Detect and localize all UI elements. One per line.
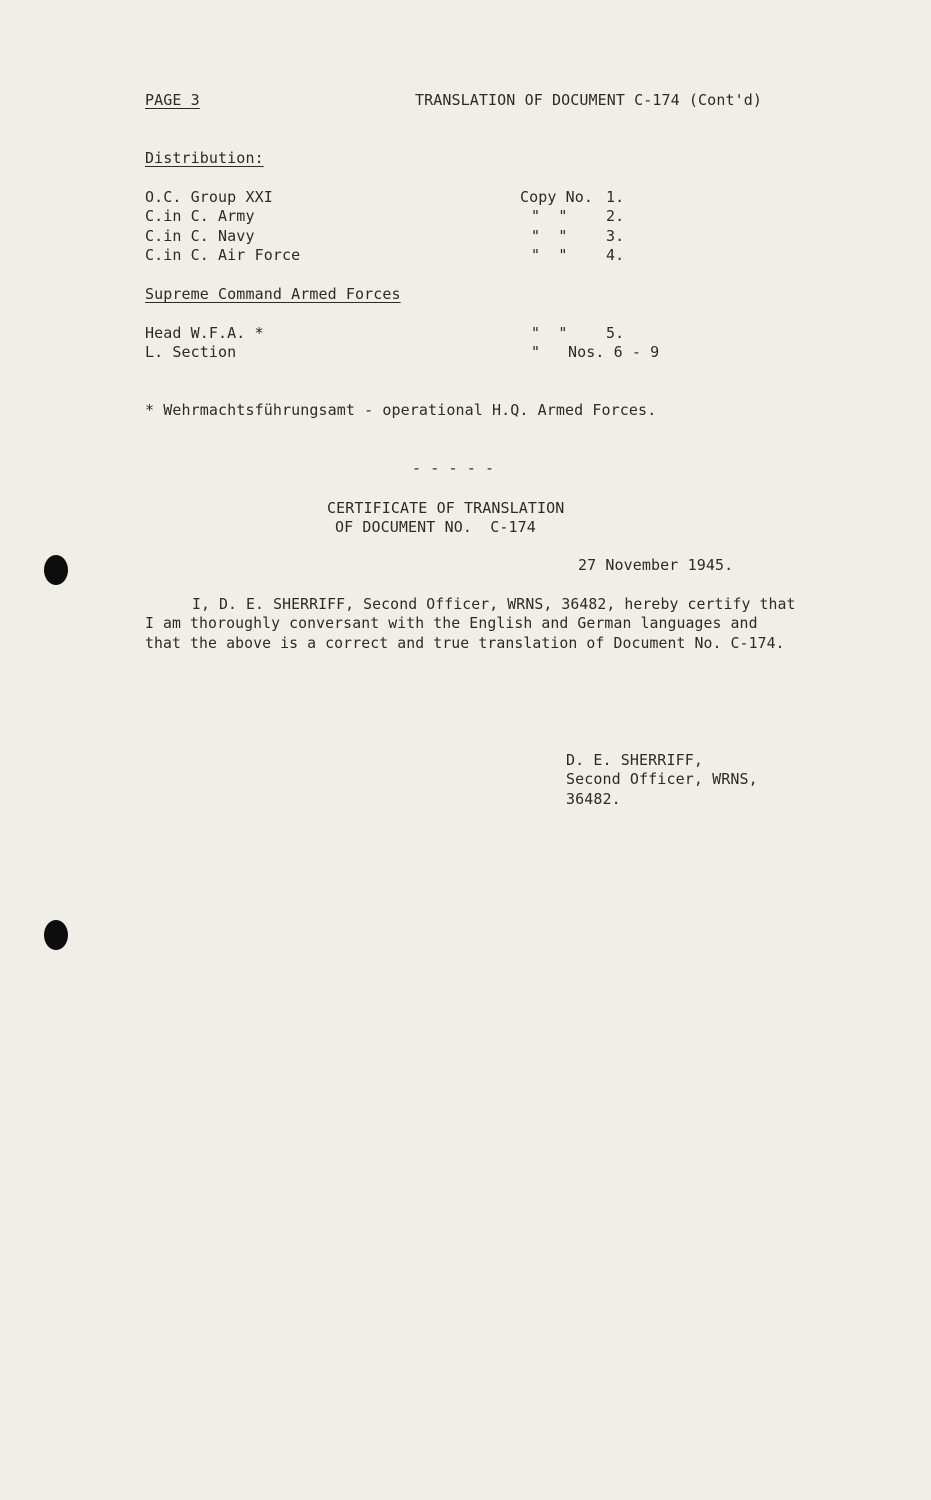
certificate-body-line: that the above is a correct and true translation of Document No. C-174.: [145, 635, 785, 652]
copy-number: 5.: [606, 324, 625, 342]
separator: - - - - -: [412, 459, 495, 477]
certificate-title: CERTIFICATE OF TRANSLATION: [327, 499, 565, 517]
distribution-subheading: Supreme Command Armed Forces: [145, 285, 401, 303]
copy-number: 1.: [606, 188, 625, 206]
copy-prefix: " ": [531, 246, 568, 264]
copy-number: 2.: [606, 207, 625, 225]
signature-name: D. E. SHERRIFF,: [566, 751, 703, 769]
signature-number: 36482.: [566, 790, 621, 808]
copy-prefix: " ": [531, 324, 568, 342]
document-title: TRANSLATION OF DOCUMENT C-174 (Cont'd): [415, 91, 762, 109]
copy-prefix: ": [531, 343, 541, 361]
punch-hole-bottom: [44, 920, 68, 950]
footnote: * Wehrmachtsführungsamt - operational H.Q. Armed Forces.: [145, 401, 657, 419]
certificate-date: 27 November 1945.: [578, 556, 734, 574]
certificate-body-line: I am thoroughly conversant with the English and German languages and: [145, 615, 758, 632]
recipient: C.in C. Navy: [145, 227, 255, 245]
certificate-body-line: I, D. E. SHERRIFF, Second Officer, WRNS, 36482, hereby certify that: [192, 596, 796, 613]
copy-prefix: Copy No.: [520, 188, 594, 206]
copy-prefix: " ": [531, 227, 568, 245]
page-label: PAGE 3: [145, 91, 200, 109]
recipient: Head W.F.A. *: [145, 324, 264, 342]
signature-rank: Second Officer, WRNS,: [566, 770, 758, 788]
recipient: O.C. Group XXI: [145, 188, 273, 206]
recipient: C.in C. Air Force: [145, 246, 301, 264]
recipient: C.in C. Army: [145, 207, 255, 225]
copy-number: 4.: [606, 246, 625, 264]
copy-number: 3.: [606, 227, 625, 245]
distribution-heading: Distribution:: [145, 149, 264, 167]
copy-prefix: " ": [531, 207, 568, 225]
certificate-subtitle: OF DOCUMENT NO. C-174: [335, 518, 536, 536]
recipient: L. Section: [145, 343, 237, 361]
copy-number: Nos. 6 - 9: [568, 343, 660, 361]
punch-hole-top: [44, 555, 68, 585]
